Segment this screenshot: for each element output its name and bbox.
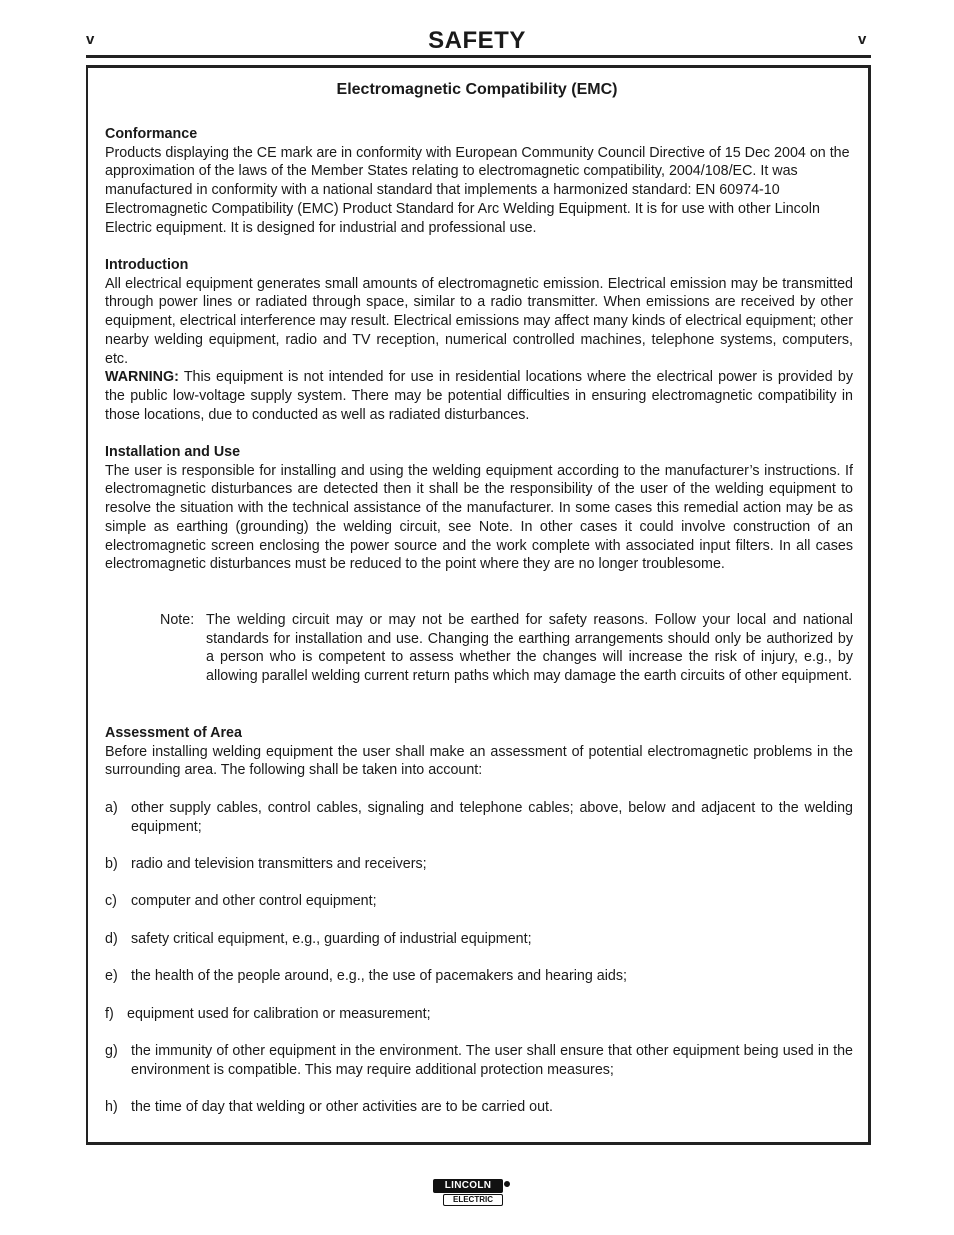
conformance-heading: Conformance (105, 126, 198, 142)
installation-body: The user is responsible for installing and using the welding equipment according to the manufacturer’s instructions. If electromagnetic disturbances are detected then it shall be the responsibility of the user of the welding equipment to resolve the situation with the technical assistance of the manufacturer. In some cases this remedial action may be as simple as earthing (grounding) the welding circuit, see Note. In other cases it could involve construction of an electromagnetic screen enclosing the power source and the work complete with associated input filters. In all cases electromagnetic disturbances must be reduced to the point where they are no longer troublesome. (105, 462, 853, 573)
list-item-text: radio and television transmitters and receivers; (131, 856, 427, 872)
note-body: The welding circuit may or may not be earthed for safety reasons. Follow your local and national standards for installation and use. Changing the earthing arrangements should only be authorized by a person who is competent to assess whether the changes will increase the risk of injury, e.g., by allowing parallel welding current return paths which may damage the earth circuits of other equipment. (206, 612, 853, 685)
list-item (105, 799, 853, 836)
page-title: SAFETY (428, 27, 526, 54)
page-number-left: v (86, 31, 95, 48)
list-item-letter: d) (105, 931, 118, 947)
list-item-letter: b) (105, 856, 118, 872)
list-item (105, 892, 853, 911)
registered-mark-icon (504, 1181, 510, 1187)
list-item (105, 855, 853, 874)
box-title: Electromagnetic Compatibility (EMC) (336, 81, 618, 98)
page-number-right: v (858, 31, 867, 48)
warning-body: This equipment is not intended for use in residential locations where the electrical power is provided by the public low-voltage supply system. There may be potential difficulties in ensuring electromagnetic compatibility in those locations, due to conducted as well as radiated disturbances. (105, 369, 853, 423)
list-item-letter: h) (105, 1099, 118, 1115)
introduction-heading: Introduction (105, 257, 189, 273)
logo-top-text: LINCOLN (433, 1179, 503, 1193)
list-item (105, 1005, 853, 1024)
introduction-body: All electrical equipment generates small amounts of electromagnetic emission. Electrical emission may be transmitted through power lines or radiated through space, similar to a radio transmitter. When emissions are received by other equipment, electrical interference may result. Electrical emissions may affect many kinds of electrical equipment; other nearby welding equipment, radio and TV reception, numerical controlled machines, telephone systems, computers, etc. (105, 275, 853, 367)
list-item-letter: c) (105, 893, 117, 909)
installation-section (105, 443, 853, 574)
conformance-section (105, 125, 853, 237)
list-item (105, 1098, 853, 1117)
note-label: Note: (160, 612, 195, 628)
warning-paragraph (105, 368, 853, 424)
assessment-heading: Assessment of Area (105, 725, 242, 741)
note (160, 611, 853, 686)
list-item-text: safety critical equipment, e.g., guarding of industrial equipment; (131, 931, 532, 947)
list-item-text: other supply cables, control cables, signaling and telephone cables; above, below and adjacent to the welding equipment; (131, 800, 853, 835)
lincoln-electric-logo (433, 1179, 511, 1207)
assessment-section (105, 724, 853, 780)
installation-heading: Installation and Use (105, 444, 241, 460)
list-item-text: the time of day that welding or other activities are to be carried out. (131, 1099, 553, 1115)
list-item (105, 930, 853, 949)
list-item-letter: f) (105, 1006, 114, 1022)
list-item-text: equipment used for calibration or measurement; (127, 1006, 431, 1022)
logo-bottom-text: ELECTRIC (443, 1194, 503, 1206)
list-item-text: the immunity of other equipment in the environment. The user shall ensure that other equipment being used in the environment is compatible. This may require additional protection measures; (131, 1043, 853, 1078)
assessment-body: Before installing welding equipment the user shall make an assessment of potential electromagnetic problems in the surrounding area. The following shall be taken into account: (105, 743, 853, 779)
list-item-letter: a) (105, 800, 118, 816)
introduction-section (105, 256, 853, 424)
list-item-letter: e) (105, 968, 118, 984)
list-item-letter: g) (105, 1043, 118, 1059)
list-item (105, 1042, 853, 1079)
header-rule (86, 55, 871, 58)
list-item-text: computer and other control equipment; (131, 893, 377, 909)
conformance-body: Products displaying the CE mark are in conformity with European Community Council Directive of 15 Dec 2004 on the approximation of the laws of the Member States relating to electromagnetic compatibility, 2004/108/EC. It was manufactured in conformity with a national standard that implements a harmonized standard: EN 60974-10 Electromagnetic Compatibility (EMC) Product Standard for Arc Welding Equipment. It is for use with other Lincoln Electric equipment. It is designed for industrial and professional use. (105, 144, 850, 236)
list-item-text: the health of the people around, e.g., the use of pacemakers and hearing aids; (131, 968, 627, 984)
list-item (105, 967, 853, 986)
warning-label: WARNING: (105, 369, 179, 386)
